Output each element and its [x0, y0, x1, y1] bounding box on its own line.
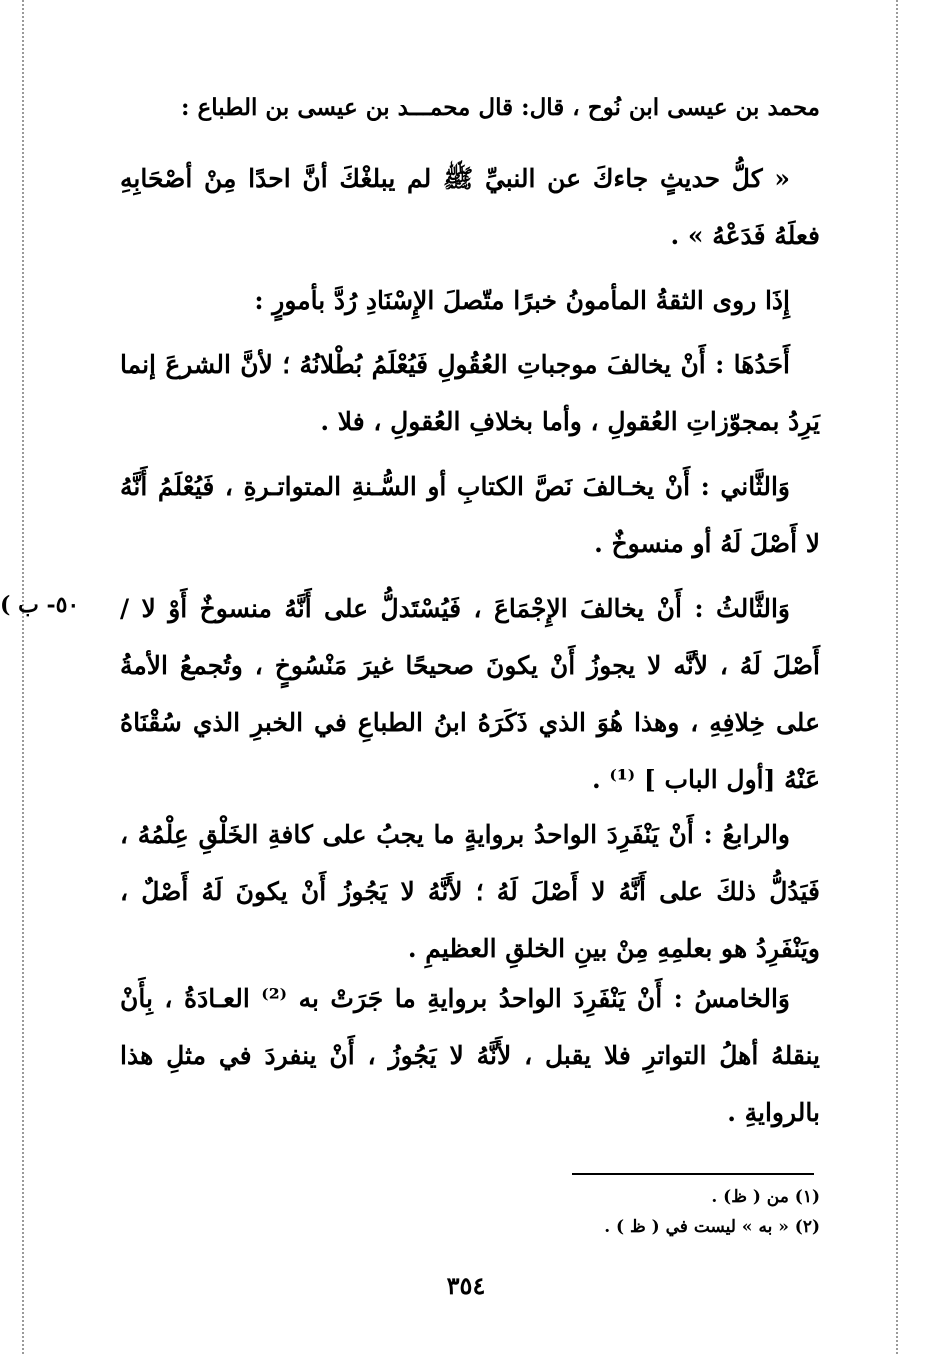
third-condition-paragraph — [120, 580, 820, 808]
right-dotted-rule — [896, 0, 898, 1354]
rule-statement-text: إِذَا روى الثقةُ المأمونُ خبرًا متّصلَ الإِسْنَادِ رُدَّ بأمورٍ : — [254, 286, 790, 315]
page-number: ٣٥٤ — [446, 1271, 486, 1300]
rule-statement-paragraph — [120, 272, 820, 329]
footnote-2: (٢) « به » ليست في ( ظ ) . — [604, 1217, 820, 1237]
fourth-condition-paragraph — [120, 806, 820, 977]
footnote-separator — [572, 1173, 814, 1175]
manuscript-folio-note: ٥٠- ب ) — [0, 592, 80, 618]
footnote-1: (١) من ( ظ) . — [711, 1187, 820, 1207]
hadith-quote-paragraph — [120, 150, 820, 264]
fifth-condition-text: وَالخامسُ : أَنْ يَنْفَرِدَ الواحدُ بروايةِ ما جَرَتْ به ⁽²⁾ العـادَةُ ، بِأَنْ ينقلهُ أهلُ التواترِ فلا يقبل ، لأَنَّهُ لا يَجُوزُ ، أَنْ ينفردَ في مثلِ هذا بالروايةِ . — [120, 984, 820, 1127]
first-condition-paragraph — [120, 336, 820, 450]
second-condition-paragraph — [120, 458, 820, 572]
chain-of-narration: محمد بن عيسى ابن نُوح ، قال: قال محمـــد بن عيسى بن الطباع : — [180, 94, 820, 121]
hadith-quote-text: « كلُّ حديثٍ جاءكَ عن النبيِّ ﷺ لم يبلغْكَ أنَّ احدًا مِنْ أصْحَابِهِ فعلَهُ فَدَعْهُ » . — [120, 164, 820, 250]
fifth-condition-paragraph — [120, 970, 820, 1141]
second-condition-text: وَالثَّاني : أَنْ يخـالفَ نَصَّ الكتابِ أو السُّـنةِ المتواتـرةِ ، فَيُعْلَمُ أَنَّهُ لا أَصْلَ لَهُ أو منسوخٌ . — [120, 472, 820, 558]
first-condition-text: أَحَدُهَا : أَنْ يخالفَ موجباتِ العُقُولِ فَيُعْلَمُ بُطْلانُهُ ؛ لأنَّ الشرعَ إنما يَرِدُ بمجوّزاتِ العُقولِ ، وأما بخلافِ العُقولِ ، فلا . — [120, 350, 820, 436]
left-dotted-rule — [22, 0, 24, 1354]
fourth-condition-text: والرابعُ : أَنْ يَنْفَرِدَ الواحدُ بروايةٍ ما يجبُ على كافةِ الخَلْقِ عِلْمُهُ ، فَيَدُلُّ ذلكَ على أَنَّهُ لا أَصْلَ لَهُ ؛ لأَنَّهُ لا يَجُوزُ أَنْ يكونَ لَهُ أَصْلٌ ، ويَنْفَرِدُ هو بعلمِهِ مِنْ بينِ الخلقِ العظيمِ . — [120, 820, 820, 963]
third-condition-text: وَالثَّالثُ : أَنْ يخالفَ الإِجْمَاعَ ، فَيُسْتَدلُّ على أَنَّهُ منسوخٌ أَوْ لا / أَصْلَ لَهُ ، لأنَّه لا يجوزُ أَنْ يكونَ صحيحًا غيرَ مَنْسُوخٍ ، وتُجمعُ الأمةُ على خِلافِهِ ، وهذا هُوَ الذي ذَكَرَهُ ابنُ الطباعِ في الخبرِ الذي سُقْنَاهُ عَنْهُ [أول الباب ] ⁽¹⁾ . — [120, 594, 820, 794]
